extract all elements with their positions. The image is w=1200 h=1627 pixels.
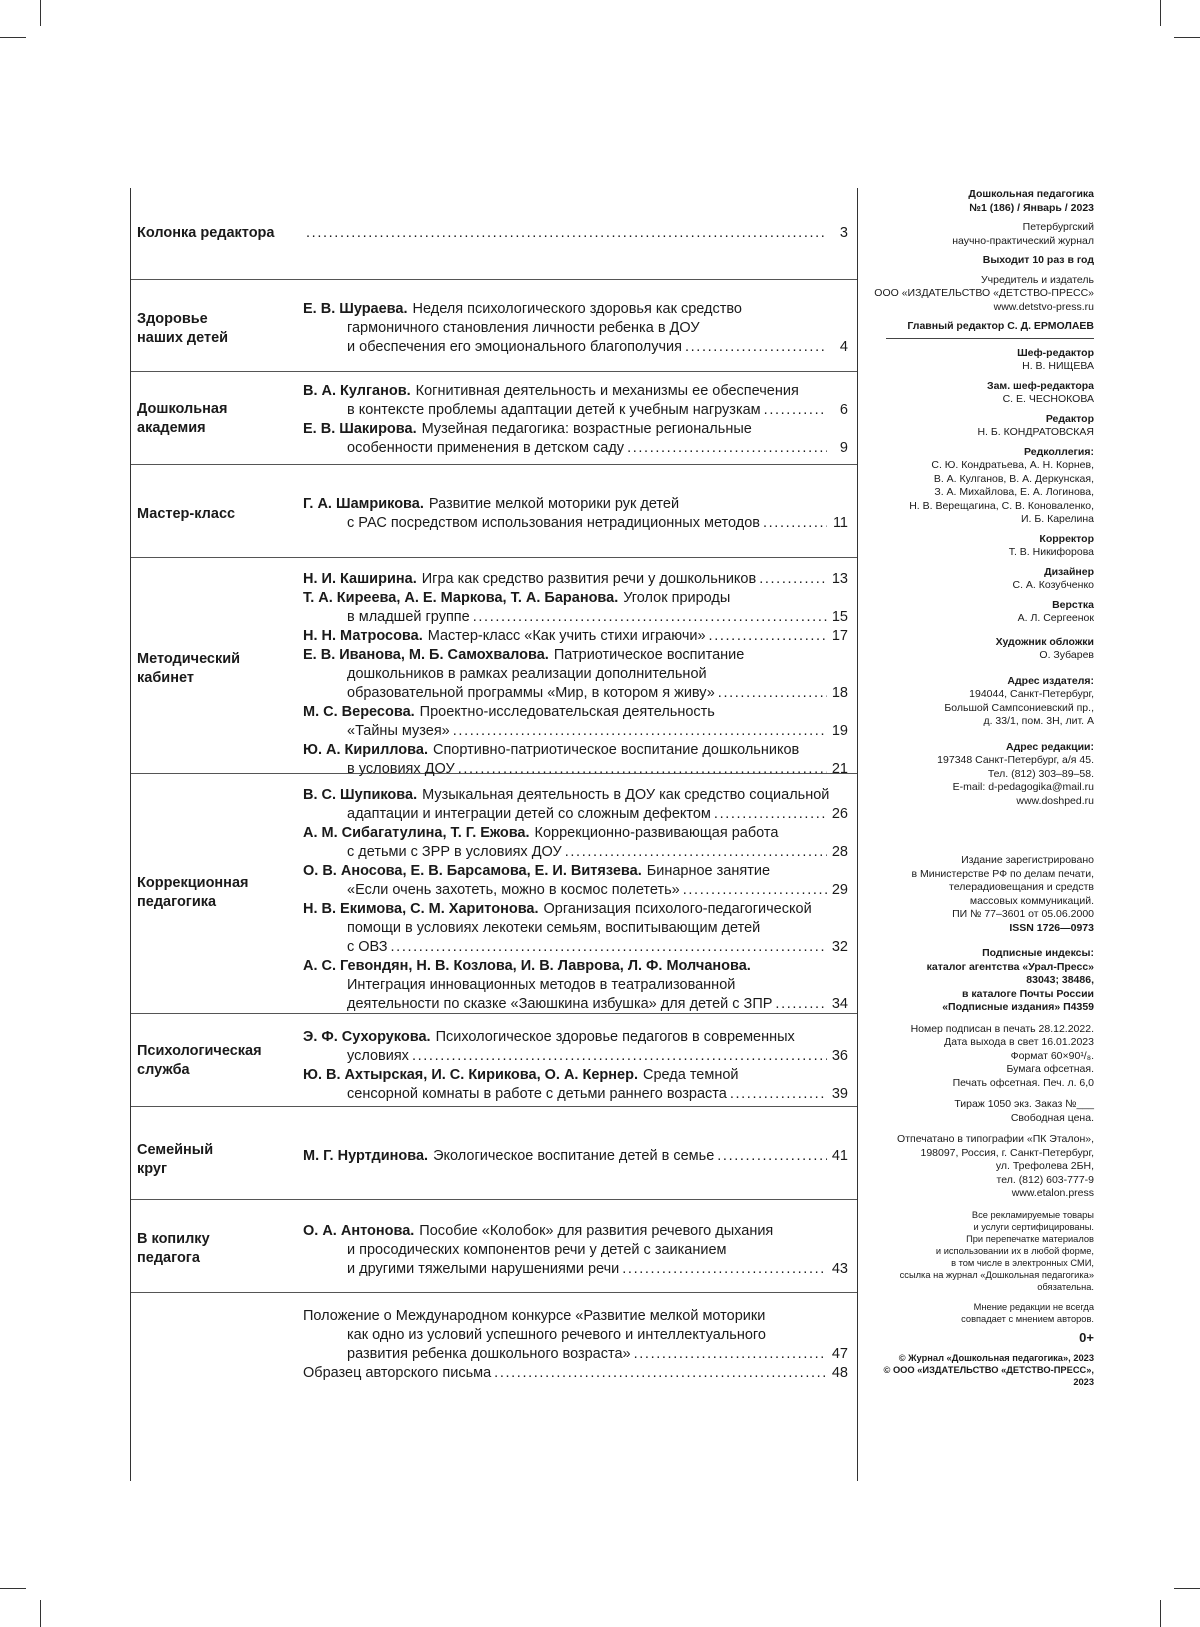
toc-section xyxy=(131,465,857,558)
toc-section xyxy=(131,280,857,372)
entry-author: Е. В. Шураева. xyxy=(303,301,408,317)
editorial-email: E-mail: d-pedagogika@mail.ru xyxy=(952,781,1094,793)
entry-title-line: в младшей группе xyxy=(347,609,470,625)
entry-title-line: Экологическое воспитание детей в семье xyxy=(433,1148,715,1164)
entry-author: Г. А. Шамрикова. xyxy=(303,496,424,512)
role-person: Н. В. НИЩЕВА xyxy=(1022,360,1094,372)
role-label: Редактор xyxy=(1045,412,1094,425)
age-rating: 0+ xyxy=(1079,1329,1094,1345)
page-number: 18 xyxy=(831,685,848,701)
dot-leader xyxy=(683,881,827,900)
section-entries xyxy=(303,1307,848,1383)
dot-leader xyxy=(473,608,827,627)
legal-note: Все рекламируемые товары xyxy=(971,1209,1094,1220)
dot-leader xyxy=(759,570,827,589)
circulation: Тираж 1050 экз. Заказ №___ xyxy=(954,1098,1094,1110)
crop-mark xyxy=(0,1588,26,1589)
chief-editor: Главный редактор С. Д. ЕРМОЛАЕВ xyxy=(907,320,1094,332)
board-member: И. Б. Карелина xyxy=(1020,513,1094,525)
registration: телерадиовещания и средств xyxy=(949,881,1094,893)
toc-entry[interactable] xyxy=(303,224,848,243)
page-number: 26 xyxy=(831,806,848,822)
toc-entry[interactable] xyxy=(303,420,848,458)
entry-title-line: деятельности по сказке «Заюшкина избушка» для детей с ЗПР xyxy=(347,996,773,1012)
entry-title-line: Коррекционно-развивающая работа xyxy=(534,825,779,841)
dot-leader xyxy=(709,627,827,646)
dot-leader xyxy=(714,805,827,824)
entry-author: Э. Ф. Сухорукова. xyxy=(303,1029,431,1045)
entry-author: Ю. А. Кириллова. xyxy=(303,742,428,758)
page-number: 47 xyxy=(831,1346,848,1362)
toc-entry[interactable] xyxy=(303,1028,848,1066)
dot-leader xyxy=(717,1147,827,1166)
role-person: А. Л. Сергеенок xyxy=(1017,612,1094,624)
journal-name: Дошкольная педагогика xyxy=(968,188,1094,200)
dot-leader xyxy=(494,1364,827,1383)
section-title: Методический кабинет xyxy=(137,651,241,686)
page-number: 6 xyxy=(839,402,848,418)
dot-leader xyxy=(764,401,827,420)
role-person: Т. В. Никифорова xyxy=(1008,546,1094,558)
entry-author: А. С. Гевондян, Н. В. Козлова, И. В. Лаврова, Л. Ф. Молчанова. xyxy=(303,958,751,974)
copyright: © Журнал «Дошкольная педагогика», 2023 xyxy=(898,1353,1094,1363)
entry-title-line: с детьми с ЗРР в условиях ДОУ xyxy=(347,844,562,860)
section-entries xyxy=(303,1222,848,1279)
entry-author: Ю. В. Ахтырская, И. С. Кирикова, О. А. Кернер. xyxy=(303,1067,638,1083)
entry-title-line: «Если очень захотеть, можно в космос полететь» xyxy=(347,882,680,898)
page-number: 28 xyxy=(831,844,848,860)
dot-leader xyxy=(622,1260,827,1279)
entry-title-line: Среда темной xyxy=(642,1067,739,1083)
entry-title-line: и другими тяжелыми нарушениями речи xyxy=(347,1261,620,1277)
imprint-column xyxy=(866,188,1094,1394)
section-entries xyxy=(303,495,848,533)
toc-entry[interactable] xyxy=(303,382,848,420)
toc-entry[interactable] xyxy=(303,646,848,703)
dot-leader xyxy=(565,843,827,862)
toc-entry[interactable] xyxy=(303,300,848,357)
subscription-label: Подписные индексы: xyxy=(982,947,1094,959)
section-entries xyxy=(303,570,848,779)
toc-entry[interactable] xyxy=(303,1147,848,1166)
role-person: С. А. Козубченко xyxy=(1012,579,1094,591)
entry-title-line: сенсорной комнаты в работе с детьми раннего возраста xyxy=(347,1086,727,1102)
toc-entry[interactable] xyxy=(303,703,848,741)
subscription: каталог агентства «Урал-Пресс» xyxy=(926,960,1094,973)
page-number: 9 xyxy=(839,440,848,456)
section-entries xyxy=(303,786,848,1014)
section-title: Колонка редактора xyxy=(137,225,275,241)
subscription: в каталоге Почты России xyxy=(962,987,1094,1000)
role-label: Корректор xyxy=(1039,532,1094,545)
printing-house: ул. Трефолева 2БН, xyxy=(995,1160,1094,1172)
entry-title-line: Образец авторского письма xyxy=(303,1365,492,1381)
entry-author: В. С. Шупикова. xyxy=(303,787,418,803)
toc-section xyxy=(131,1107,857,1200)
page-number: 39 xyxy=(831,1086,848,1102)
opinion-note: совпадает с мнением авторов. xyxy=(961,1313,1094,1324)
section-title: Семейный круг xyxy=(137,1142,214,1177)
entry-author: А. М. Сибагатулина, Т. Г. Ежова. xyxy=(303,825,530,841)
board-member: В. А. Кулганов, В. А. Деркунская, xyxy=(933,472,1094,485)
print-info: Формат 60×90¹/₈. xyxy=(1010,1049,1094,1062)
role-person: С. Е. ЧЕСНОКОВА xyxy=(1002,393,1094,405)
entry-author: М. Г. Нуртдинова. xyxy=(303,1148,429,1164)
dot-leader xyxy=(718,684,827,703)
page-number: 48 xyxy=(831,1365,848,1381)
entry-title-line: и просодических компонентов речи у детей с заиканием xyxy=(347,1242,727,1258)
entry-title-line: особенности применения в детском саду xyxy=(347,440,625,456)
toc-entry[interactable] xyxy=(303,1364,848,1383)
toc-entry[interactable] xyxy=(303,1222,848,1279)
journal-type: научно-практический журнал xyxy=(952,234,1094,247)
page-number: 13 xyxy=(831,571,848,587)
entry-title-line: дошкольников в рамках реализации дополнительной xyxy=(347,666,707,682)
entry-title-line: с РАС посредством использования нетрадиционных методов xyxy=(347,515,760,531)
print-info: Номер подписан в печать 28.12.2022. xyxy=(910,1022,1094,1035)
toc-section xyxy=(131,188,857,280)
entry-title-line: Организация психолого-педагогической xyxy=(543,901,812,917)
entry-title-line: развития ребенка дошкольного возраста» xyxy=(347,1346,631,1362)
section-entries xyxy=(303,1028,848,1104)
entry-author: Е. В. Шакирова. xyxy=(303,421,417,437)
legal-note: и использовании их в любой форме, xyxy=(935,1245,1094,1256)
section-entries xyxy=(303,224,848,243)
toc-entry[interactable] xyxy=(303,786,848,824)
entry-title-line: Неделя психологического здоровья как средство xyxy=(412,301,742,317)
dot-leader xyxy=(730,1085,827,1104)
dot-leader xyxy=(763,514,827,533)
legal-note: обязательна. xyxy=(1037,1281,1094,1292)
section-title: Здоровье наших детей xyxy=(137,311,229,346)
toc-entry[interactable] xyxy=(303,862,848,900)
legal-note: в том числе в электронных СМИ, xyxy=(951,1257,1094,1268)
entry-author: Т. А. Киреева, А. Е. Маркова, Т. А. Баранова. xyxy=(303,590,619,606)
dot-leader xyxy=(391,938,827,957)
entry-title-line: Бинарное занятие xyxy=(646,863,771,879)
entry-author: В. А. Кулганов. xyxy=(303,383,411,399)
entry-title-line: Когнитивная деятельность и механизмы ее обеспечения xyxy=(415,383,799,399)
toc-section xyxy=(131,1293,857,1489)
registration: массовых коммуникаций. xyxy=(969,894,1094,907)
entry-title-line: Игра как средство развития речи у дошкольников xyxy=(421,571,757,587)
role-person: Н. Б. КОНДРАТОВСКАЯ xyxy=(977,426,1094,438)
founder-label: Учредитель и издатель xyxy=(980,273,1094,286)
frequency: Выходит 10 раз в год xyxy=(982,254,1094,266)
entry-author: Н. Н. Матросова. xyxy=(303,628,423,644)
print-info: Бумага офсетная. xyxy=(1006,1063,1094,1075)
entry-title-line: адаптации и интеграции детей со сложным дефектом xyxy=(347,806,711,822)
section-entries xyxy=(303,300,848,357)
toc-entry[interactable] xyxy=(303,589,848,627)
toc-section xyxy=(131,1200,857,1293)
entry-author: О. А. Антонова. xyxy=(303,1223,415,1239)
entry-title-line: Патриотическое воспитание xyxy=(553,647,745,663)
entry-title-line: как одно из условий успешного речевого и интеллектуального xyxy=(347,1327,766,1343)
entry-title-line: условиях xyxy=(347,1048,409,1064)
page-number: 3 xyxy=(839,225,848,241)
dot-leader xyxy=(775,995,827,1014)
toc-entry[interactable] xyxy=(303,627,848,646)
entry-title-line: в контексте проблемы адаптации детей к учебным нагрузкам xyxy=(347,402,761,418)
board-member: Н. В. Верещагина, С. В. Коноваленко, xyxy=(909,499,1094,512)
printing-house: www.etalon.press xyxy=(1011,1187,1094,1199)
page-number: 4 xyxy=(839,339,848,355)
toc-entry[interactable] xyxy=(303,495,848,533)
role-label: Художник обложки xyxy=(995,635,1094,648)
entry-title-line: «Тайны музея» xyxy=(347,723,450,739)
editorial-address: 197348 Санкт-Петербург, а/я 45. xyxy=(937,754,1094,766)
entry-title-line: помощи в условиях лекотеки семьям, воспитывающим детей xyxy=(347,920,761,936)
page-number: 36 xyxy=(831,1048,848,1064)
editorial-address: Тел. (812) 303–89–58. xyxy=(987,767,1094,780)
section-title: Коррекционная педагогика xyxy=(137,875,249,910)
subscription: 83043; 38486, xyxy=(1026,974,1094,986)
crop-mark xyxy=(40,1600,41,1627)
entry-title-line: Психологическое здоровье педагогов в современных xyxy=(435,1029,795,1045)
entry-title-line: Проектно-исследовательская деятельность xyxy=(419,704,715,720)
editorial-address-label: Адрес редакции: xyxy=(1006,740,1094,753)
entry-title-line: с ОВЗ xyxy=(347,939,388,955)
page-number: 43 xyxy=(831,1261,848,1277)
crop-mark xyxy=(1174,37,1200,38)
section-title: В копилку педагога xyxy=(137,1231,210,1266)
entry-title-line: Уголок природы xyxy=(623,590,731,606)
issn: ISSN 1726—0973 xyxy=(1009,921,1094,934)
toc-section xyxy=(131,1014,857,1107)
dot-leader xyxy=(412,1047,827,1066)
toc-entry[interactable] xyxy=(303,900,848,957)
section-title: Дошкольная академия xyxy=(137,401,228,436)
section-title: Мастер-класс xyxy=(137,506,236,522)
page-number: 29 xyxy=(831,882,848,898)
toc-entry[interactable] xyxy=(303,1307,848,1364)
legal-note: При перепечатке материалов xyxy=(966,1233,1094,1244)
journal-type: Петербургский xyxy=(1022,221,1094,233)
entry-title-line: образовательной программы «Мир, в котором я живу» xyxy=(347,685,715,701)
publisher-address: д. 33/1, пом. 3Н, лит. А xyxy=(983,715,1094,727)
entry-title-line: и обеспечения его эмоционального благополучия xyxy=(347,339,682,355)
subscription: «Подписные издания» П4359 xyxy=(942,1001,1094,1013)
section-entries xyxy=(303,382,848,458)
entry-title-line: Музейная педагогика: возрастные региональные xyxy=(421,421,752,437)
entry-title-line: Развитие мелкой моторики рук детей xyxy=(428,496,680,512)
page-number: 32 xyxy=(831,939,848,955)
crop-mark xyxy=(40,0,41,26)
entry-title-line: в условиях ДОУ xyxy=(347,761,455,777)
printing-house: 198097, Россия, г. Санкт-Петербург, xyxy=(920,1146,1094,1159)
entry-author: Н. И. Каширина. xyxy=(303,571,417,587)
entry-title-line: Интеграция инновационных методов в театрализованной xyxy=(347,977,736,993)
divider xyxy=(886,338,1094,339)
toc-entry[interactable] xyxy=(303,1066,848,1104)
entry-title-line: Пособие «Колобок» для развития речевого дыхания xyxy=(419,1223,774,1239)
print-info: Печать офсетная. Печ. л. 6,0 xyxy=(952,1076,1094,1089)
entry-title-line: гармоничного становления личности ребенка в ДОУ xyxy=(347,320,700,336)
role-person: О. Зубарев xyxy=(1039,649,1094,661)
entry-author: О. В. Аносова, Е. В. Барсамова, Е. И. Витязева. xyxy=(303,863,642,879)
editorial-site: www.doshped.ru xyxy=(1016,794,1094,807)
entry-author: Н. В. Екимова, С. М. Харитонова. xyxy=(303,901,539,917)
role-label: Дизайнер xyxy=(1044,565,1094,578)
entry-author: Е. В. Иванова, М. Б. Самохвалова. xyxy=(303,647,549,663)
entry-author: М. С. Вересова. xyxy=(303,704,415,720)
page-number: 21 xyxy=(831,761,848,777)
page-number: 17 xyxy=(831,628,848,644)
entry-title-line: Музыкальная деятельность в ДОУ как средство социальной xyxy=(422,787,830,803)
copyright: © ООО «ИЗДАТЕЛЬСТВО «ДЕТСТВО-ПРЕСС», 2023 xyxy=(883,1365,1094,1387)
printing-house: тел. (812) 603-777-9 xyxy=(996,1173,1094,1186)
page-number: 41 xyxy=(831,1148,848,1164)
role-label: Шеф-редактор xyxy=(1017,346,1094,359)
price: Свободная цена. xyxy=(1010,1111,1094,1124)
page-number: 19 xyxy=(831,723,848,739)
entry-title-line: Спортивно-патриотическое воспитание дошкольников xyxy=(432,742,800,758)
crop-mark xyxy=(1160,0,1161,26)
toc-section xyxy=(131,774,857,1014)
dot-leader xyxy=(453,722,827,741)
publisher-address: Большой Сампсониевский пр., xyxy=(944,701,1094,714)
role-label: Верстка xyxy=(1052,598,1094,611)
role-label: Зам. шеф-редактора xyxy=(987,379,1094,392)
registration: в Министерстве РФ по делам печати, xyxy=(911,867,1094,880)
entry-title-line: Положение о Международном конкурсе «Развитие мелкой моторики xyxy=(303,1308,766,1324)
dot-leader xyxy=(634,1345,827,1364)
registration: ПИ № 77–3601 от 05.06.2000 xyxy=(952,908,1094,920)
toc-section xyxy=(131,372,857,465)
toc-entry[interactable] xyxy=(303,957,848,1014)
role-label: Редколлегия: xyxy=(1023,445,1094,458)
table-of-contents xyxy=(130,188,858,1481)
toc-entry[interactable] xyxy=(303,570,848,589)
print-info: Дата выхода в свет 16.01.2023 xyxy=(944,1036,1094,1048)
section-entries xyxy=(303,1147,848,1166)
crop-mark xyxy=(1174,1588,1200,1589)
crop-mark xyxy=(0,37,26,38)
dot-leader xyxy=(627,439,827,458)
page-number: 34 xyxy=(831,996,848,1012)
dot-leader xyxy=(306,224,827,243)
publisher-address-label: Адрес издателя: xyxy=(1007,674,1094,687)
founder-name: ООО «ИЗДАТЕЛЬСТВО «ДЕТСТВО-ПРЕСС» xyxy=(874,287,1094,299)
section-title: Психологическая служба xyxy=(137,1043,262,1078)
publisher-address: 194044, Санкт-Петербург, xyxy=(969,688,1094,700)
legal-note: ссылка на журнал «Дошкольная педагогика» xyxy=(899,1269,1094,1280)
founder-site: www.detstvo-press.ru xyxy=(993,300,1094,313)
page-number: 11 xyxy=(832,515,848,531)
crop-mark xyxy=(1160,1600,1161,1627)
printing-house: Отпечатано в типографии «ПК Эталон», xyxy=(897,1133,1094,1145)
opinion-note: Мнение редакции не всегда xyxy=(973,1301,1094,1312)
page-number: 15 xyxy=(831,609,848,625)
entry-title-line: Мастер-класс «Как учить стихи играючи» xyxy=(427,628,706,644)
toc-entry[interactable] xyxy=(303,824,848,862)
board-member: С. Ю. Кондратьева, А. Н. Корнев, xyxy=(931,459,1094,471)
registration: Издание зарегистрировано xyxy=(961,854,1094,866)
dot-leader xyxy=(685,338,827,357)
legal-note: и услуги сертифицированы. xyxy=(973,1221,1094,1232)
toc-section xyxy=(131,558,857,777)
board-member: З. А. Михайлова, Е. А. Логинова, xyxy=(934,486,1094,498)
issue-number: №1 (186) / Январь / 2023 xyxy=(969,201,1094,214)
